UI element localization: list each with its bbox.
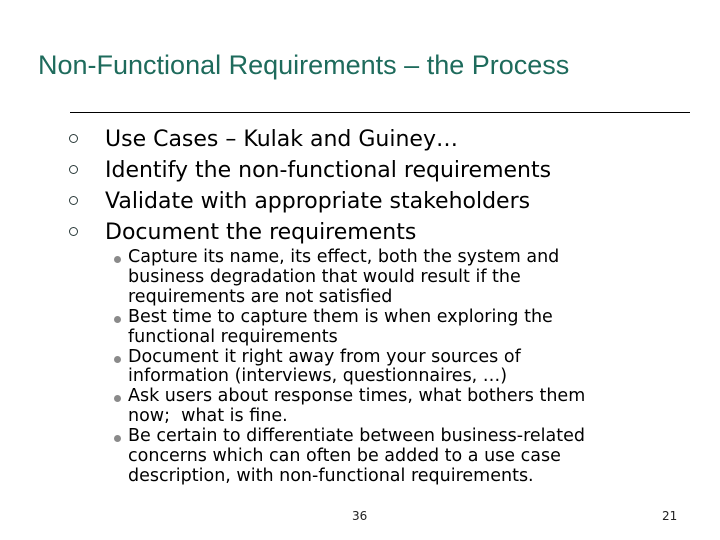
main-bullet-list [69,124,551,248]
sub-bullet-item [114,308,704,348]
sub-bullet-list [114,248,704,487]
sub-bullet-text: Capture its name, its effect, both the system and business degradation that would result if the requirements are not satisfied [128,247,560,307]
hollow-circle-bullet-icon [69,227,78,236]
slide-title: Non-Functional Requirements – the Process [38,50,570,80]
bullet-item [69,155,551,186]
bullet-item [69,124,551,155]
sub-bullet-item [114,348,704,388]
bullet-item [69,186,551,217]
filled-dot-bullet-icon [114,256,121,263]
bullet-item [69,217,551,248]
sub-bullet-item [114,387,704,427]
sub-bullet-text: Ask users about response times, what bothers them now; what is fine. [128,386,586,427]
bullet-text: Validate with appropriate stakeholders [105,189,531,214]
sub-bullet-item [114,248,704,308]
filled-dot-bullet-icon [114,395,121,402]
filled-dot-bullet-icon [114,356,121,363]
bullet-text: Identify the non-functional requirements [105,158,552,183]
filled-dot-bullet-icon [114,435,121,442]
bullet-text: Document the requirements [105,220,417,245]
sub-bullet-item [114,427,704,487]
hollow-circle-bullet-icon [69,134,78,143]
page-number-left: 36 [352,509,368,523]
page-number-right: 21 [662,509,678,523]
sub-bullet-text: Document it right away from your sources of information (interviews, questionnaires, …) [128,346,521,387]
sub-bullet-text: Best time to capture them is when exploring the functional requirements [128,306,553,347]
title-divider [70,112,690,113]
hollow-circle-bullet-icon [69,196,78,205]
hollow-circle-bullet-icon [69,165,78,174]
bullet-text: Use Cases – Kulak and Guiney… [105,127,458,152]
filled-dot-bullet-icon [114,316,121,323]
sub-bullet-text: Be certain to differentiate between business-related concerns which can often be added to a use case description, with non-functional requirements. [128,426,585,486]
